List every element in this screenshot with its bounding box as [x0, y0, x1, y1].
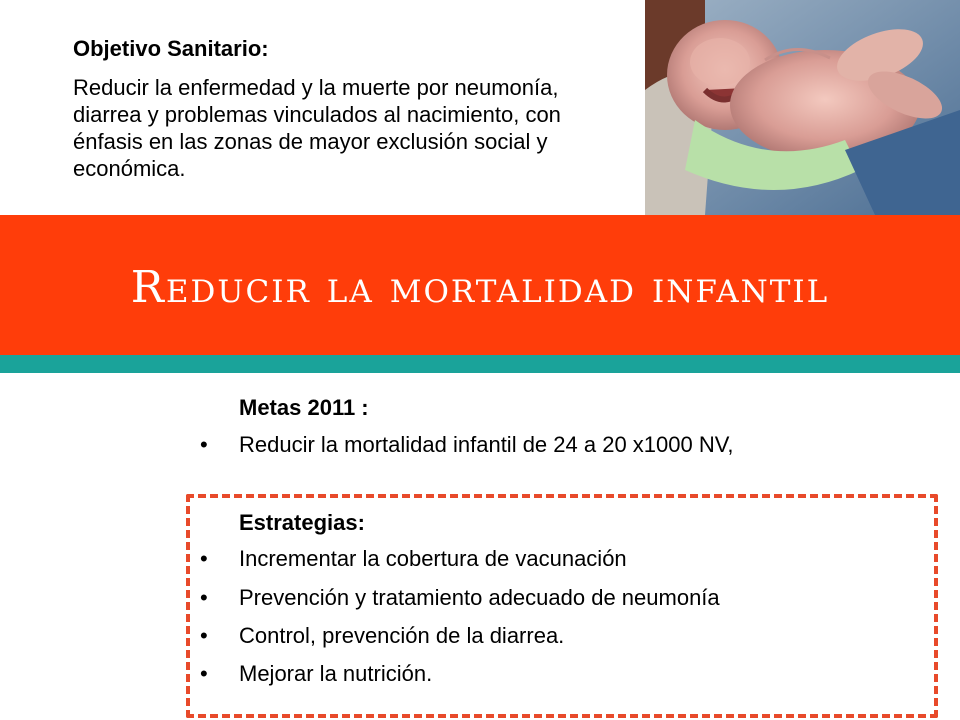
page-title: Reducir la mortalidad infantil	[130, 262, 830, 313]
banner-stripe	[0, 355, 960, 373]
objective-block	[73, 34, 633, 182]
strategy-item-text: Mejorar la nutrición.	[239, 661, 433, 686]
goals-heading: Metas 2011 :	[239, 395, 369, 420]
goal-item	[200, 431, 734, 459]
strategy-item	[200, 584, 720, 612]
strategy-item	[200, 622, 564, 650]
bullet-icon: •	[200, 661, 208, 686]
strategy-item	[200, 660, 432, 688]
strategy-item	[200, 545, 627, 573]
goal-item-text: Reducir la mortalidad infantil de 24 a 20 x1000 NV,	[239, 432, 734, 457]
bullet-icon: •	[200, 623, 208, 648]
objective-text: Reducir la enfermedad y la muerte por neumonía, diarrea y problemas vinculados al nacimiento, con énfasis en las zonas de mayor exclusión social y económica.	[73, 75, 561, 181]
bullet-icon: •	[200, 585, 208, 610]
bullet-icon: •	[200, 432, 208, 457]
strategy-item-text: Control, prevención de la diarrea.	[239, 623, 565, 648]
strategy-item-text: Prevención y tratamiento adecuado de neumonía	[239, 585, 720, 610]
newborn-photo	[645, 0, 960, 215]
strategy-item-text: Incrementar la cobertura de vacunación	[239, 546, 627, 571]
objective-title: Objetivo Sanitario:	[73, 36, 269, 61]
bullet-icon: •	[200, 546, 208, 571]
strategies-heading: Estrategias:	[239, 510, 365, 535]
newborn-photo-illustration	[645, 0, 960, 215]
